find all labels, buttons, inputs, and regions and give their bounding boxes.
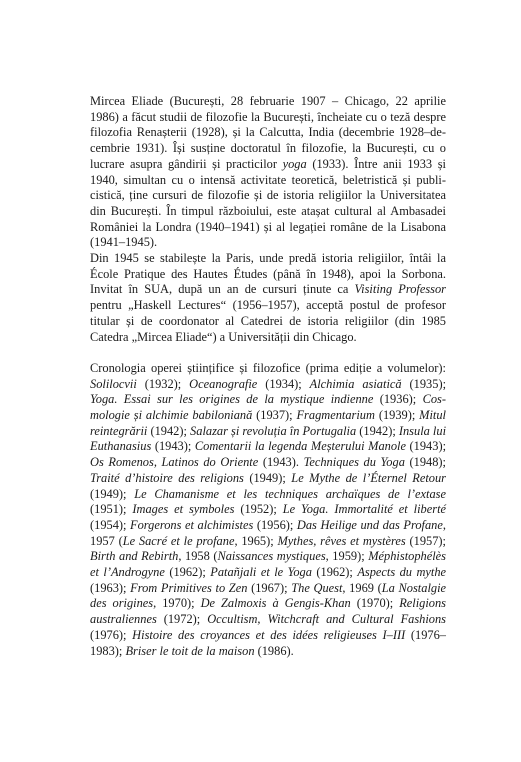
italic-title: Yoga. Essai sur les origines de la mystique indienne (90, 392, 374, 407)
text-run: , 1970); (153, 596, 201, 611)
text-run: (1949); (243, 470, 292, 485)
italic-title: Visiting Professor (354, 282, 446, 297)
text-run: (1970); (350, 596, 400, 611)
italic-title: Le Mythe de l’Éternel Retour (291, 470, 446, 485)
biography-paragraph-1 (90, 94, 446, 251)
italic-title: Techniques du Yoga (303, 455, 405, 470)
text-run: (1956); (253, 517, 297, 532)
text-run: (1943); (151, 439, 195, 454)
text-run: (1986). (254, 643, 294, 658)
text-run: , 1969 ( (342, 580, 382, 595)
italic-title: From Primitives to Zen (130, 580, 248, 595)
italic-title: The Quest (291, 580, 343, 595)
italic-title: Insula lui Euthanasius (90, 423, 447, 454)
text-run: , 1957 ( (90, 517, 446, 548)
italic-title: Oceanografie (189, 376, 258, 391)
biography-paragraph-2 (90, 251, 446, 345)
italic-title: Patañjali et le Yoga (210, 565, 312, 580)
italic-title: Images et symboles (132, 502, 235, 517)
text-run: (1943). (258, 455, 304, 470)
text-run: (1933). Între anii 1933 și 1940, simultan cu o intensă activitate teoretică, beletristică și publicistică, ține cursuri de filozofie și de istoria religiilor la Universitatea din București. În timpul războiului, este atașat cultural al Ambasadei României la Londra (1940–1941) și al legației române de la Lisabona (1941–1945). (90, 156, 447, 250)
italic-title: Cosmologie și alchimie babiloniană (90, 392, 446, 423)
text-run: (1932); (136, 376, 190, 391)
text-run: (1967); (247, 580, 292, 595)
text-run: , 1958 ( (178, 549, 218, 564)
text-run: Mircea Eliade (București, 28 februarie 1907 – Chicago, 22 aprilie 1986) a făcut studii de filozofie la București, încheiate cu o teză despre filozofia Renașterii (1928), și la Calcutta, India (decembrie 1928–decembrie 1931). Își susține doctoratul în filozofie, la București, cu o lucrare asupra gândirii și practicilor (90, 94, 446, 171)
text-run: , 1959); (325, 549, 369, 564)
italic-title: Birth and Rebirth (90, 549, 179, 564)
italic-title: Le Yoga. Immortalité et liberté (282, 502, 447, 517)
italic-title: Fragmentarium (296, 408, 375, 423)
text-run: (1976–1983); (90, 627, 447, 658)
italic-title: Méphistophélès et l’Androgyne (90, 549, 446, 580)
text-run: (1937); (252, 408, 297, 423)
italic-title: Briser le toit de la maison (125, 643, 255, 658)
italic-title: Histoire des croyances et des idées religieuses I–III (132, 627, 406, 642)
text-run: Cronologia operei științifice și filozofice (prima ediție a volumelor): (90, 360, 446, 375)
italic-title: Mythes, rêves et mystères (277, 533, 406, 548)
text-run: (1962); (311, 565, 358, 580)
italic-title: De Zalmoxis à Gengis-Khan (200, 596, 351, 611)
italic-title: Aspects du mythe (357, 565, 447, 580)
text-run: (1948); (404, 455, 446, 470)
italic-title: Mitul reintegrării (90, 408, 447, 438)
italic-title: Solilocvii (90, 376, 137, 391)
text-run: (1963); (90, 580, 131, 595)
italic-title: Religions australiennes (90, 596, 447, 627)
italic-title: Le Sacré et le profane (122, 533, 235, 548)
text-run: (1972); (156, 612, 208, 627)
text-block (90, 94, 446, 659)
italic-title: Alchimia asiatică (309, 376, 402, 391)
text-run: (1954); (90, 517, 131, 532)
text-run: (1957); (405, 533, 446, 548)
chronology-paragraph (90, 361, 446, 659)
text-run: (1962); (164, 565, 211, 580)
text-run: (1976); (90, 627, 133, 642)
italic-title: Naissances mystiques (217, 549, 326, 564)
text-run: (1949); (90, 486, 135, 501)
text-run: (1943); (405, 439, 447, 454)
text-run: (1952); (234, 502, 283, 517)
text-run: Din 1945 se stabilește la Paris, unde predă istoria religiilor, întâi la École Pratique des Hautes Études (până în 1948), apoi la Sorbona. Invitat în SUA, după un an de cursuri ținute ca (90, 251, 446, 297)
text-run: (1939); (374, 408, 420, 423)
text-run: (1936); (373, 392, 423, 407)
italic-title: Os Romenos, Latinos do Oriente (90, 455, 259, 470)
text-run: (1951); (90, 502, 133, 517)
text-run: (1935); (401, 376, 447, 391)
text-run: (1942); (356, 423, 399, 438)
italic-title: yoga (282, 156, 307, 171)
italic-title: Traité d’histoire des religions (90, 470, 244, 485)
italic-title: La Nostalgie des origines (90, 580, 447, 611)
italic-title: Comentarii la legenda Meșterului Manole (194, 439, 406, 454)
text-run: , 1965); (234, 533, 278, 548)
italic-title: Le Chamanisme et les techniques archaïques de l’extase (134, 486, 446, 501)
text-run: (1934); (257, 376, 310, 391)
italic-title: Forgerons et alchimistes (130, 517, 254, 532)
italic-title: Salazar și revoluția în Portugalia (190, 423, 357, 438)
italic-title: Das Heilige und das Profane (296, 517, 443, 532)
italic-title: Occultism, Witchcraft and Cultural Fashions (207, 612, 447, 627)
text-run: (1942); (147, 423, 191, 438)
text-run: pentru „Haskell Lectures“ (1956–1957), acceptă postul de profesor titular și de coordonator al Catedrei de istoria religiilor (din 1985 Catedra „Mircea Eliade“) a Universității din Chicago. (90, 298, 446, 344)
